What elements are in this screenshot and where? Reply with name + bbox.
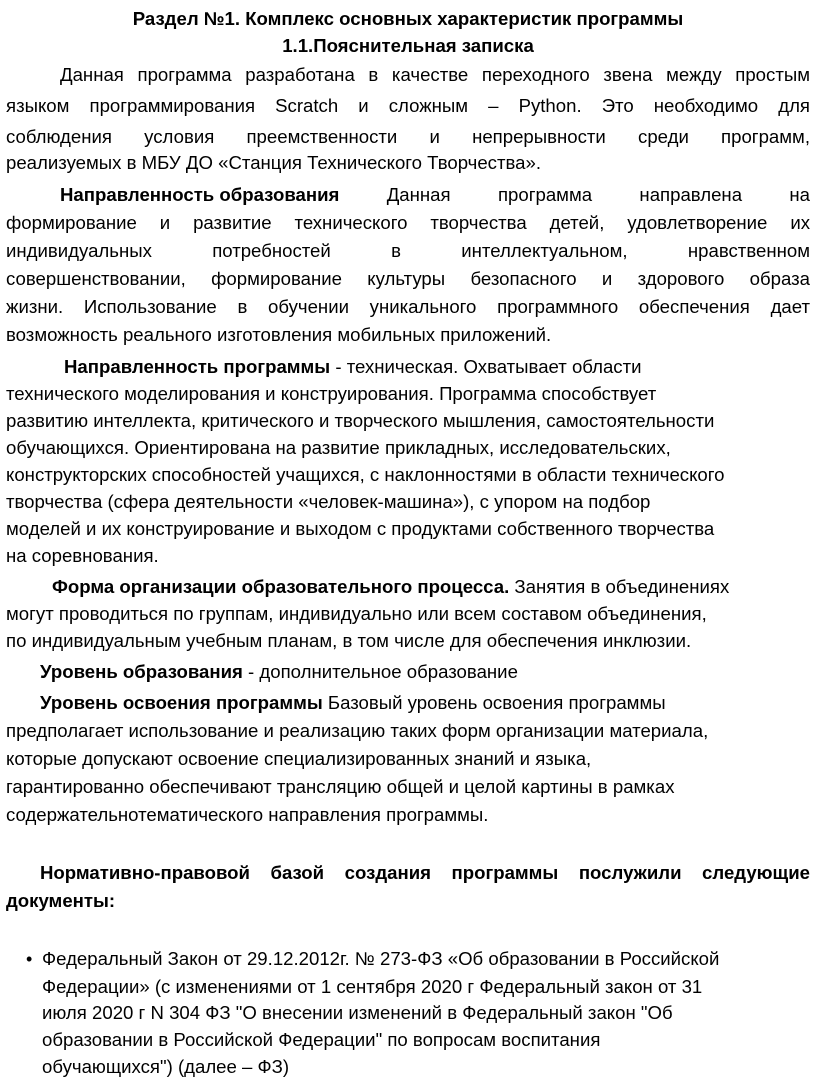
paragraph-3-line-8: на соревнования. — [6, 545, 159, 566]
paragraph-4-line-1 — [52, 574, 729, 600]
paragraph-4-line-3: по индивидуальным учебным планам, в том числе для обеспечения инклюзии. — [6, 630, 692, 651]
paragraph-2-line-5: жизни. Использование в обучении уникального программного обеспечения дает — [6, 296, 810, 317]
paragraph-3-line-2: технического моделирования и конструирования. Программа способствует — [6, 383, 657, 404]
paragraph-3-bold: Направленность программы — [64, 356, 331, 377]
paragraph-3-lead: - техническая. Охватывает области — [330, 356, 642, 377]
paragraph-3-line-1 — [64, 354, 642, 380]
paragraph-3-line-6: творчества (сфера деятельности «человек-машина»), с упором на подбор — [6, 491, 651, 512]
paragraph-4-bold: Форма организации образовательного процесса. — [52, 576, 510, 597]
bullet-1-line-5: обучающихся") (далее – ФЗ) — [42, 1056, 290, 1077]
paragraph-3-line-7: моделей и их конструирование и выходом с продуктами собственного творчества — [6, 518, 715, 539]
paragraph-6-lead: Базовый уровень освоения программы — [322, 692, 666, 713]
paragraph-6-bold: Уровень освоения программы — [40, 692, 323, 713]
paragraph-1-line-2: языком программирования Scratch и сложным – Python. Это необходимо для — [6, 95, 810, 116]
paragraph-2-line-3: индивидуальных потребностей в интеллектуальном, нравственном — [6, 240, 810, 261]
bullet-1-line-1: Федеральный Закон от 29.12.2012г. № 273-ФЗ «Об образовании в Российской — [42, 948, 720, 969]
paragraph-2-line-6: возможность реального изготовления мобильных приложений. — [6, 324, 552, 345]
paragraph-2-bold: Направленность образования — [60, 184, 340, 205]
paragraph-3-line-5: конструкторских способностей учащихся, с наклонностями в области технического — [6, 464, 725, 485]
paragraph-4-line-2: могут проводиться по группам, индивидуально или всем составом объединения, — [6, 603, 707, 624]
normative-heading-line-1: Нормативно-правовой базой создания программы послужили следующие — [40, 862, 810, 883]
paragraph-6-line-5: содержательнотематического направления программы. — [6, 804, 489, 825]
section-title: Раздел №1. Комплекс основных характеристик программы — [132, 8, 684, 29]
paragraph-5-text: - дополнительное образование — [242, 661, 518, 682]
paragraph-1-line-4: реализуемых в МБУ ДО «Станция Технического Творчества». — [6, 152, 542, 173]
paragraph-6-line-2: предполагает использование и реализацию таких форм организации материала, — [6, 720, 709, 741]
paragraph-5-bold: Уровень образования — [40, 661, 243, 682]
paragraph-5 — [40, 659, 518, 685]
paragraph-6-line-1 — [40, 690, 666, 716]
bullet-1-line-3: июля 2020 г N 304 ФЗ "О внесении изменений в Федеральный закон "Об — [42, 1002, 673, 1023]
paragraph-4-lead: Занятия в объединениях — [509, 576, 730, 597]
paragraph-1-line-3: соблюдения условия преемственности и непрерывности среди программ, — [6, 126, 810, 147]
paragraph-3-line-4: обучающихся. Ориентирована на развитие прикладных, исследовательских, — [6, 437, 671, 458]
paragraph-2-line-4: совершенствовании, формирование культуры безопасного и здорового образа — [6, 268, 810, 289]
paragraph-1-line-1: Данная программа разработана в качестве переходного звена между простым — [60, 64, 810, 85]
bullet-1-line-4: образовании в Российской Федерации" по вопросам воспитания — [42, 1029, 601, 1050]
paragraph-3-line-3: развитию интеллекта, критического и творческого мышления, самостоятельности — [6, 410, 715, 431]
paragraph-6-line-3: которые допускают освоение специализированных знаний и языка, — [6, 748, 592, 769]
paragraph-6-line-4: гарантированно обеспечивают трансляцию общей и целой картины в рамках — [6, 776, 675, 797]
bullet-marker: • — [26, 949, 33, 969]
bullet-1-line-2: Федерации» (с изменениями от 1 сентября 2020 г Федеральный закон от 31 — [42, 976, 703, 997]
normative-heading-line-2: документы: — [6, 890, 116, 911]
subsection-title: 1.1.Пояснительная записка — [282, 35, 534, 56]
paragraph-2-line-1 — [60, 182, 810, 208]
paragraph-2-lead: Данная программа направлена на — [339, 184, 810, 205]
paragraph-2-line-2: формирование и развитие технического творчества детей, удовлетворение их — [6, 212, 810, 233]
